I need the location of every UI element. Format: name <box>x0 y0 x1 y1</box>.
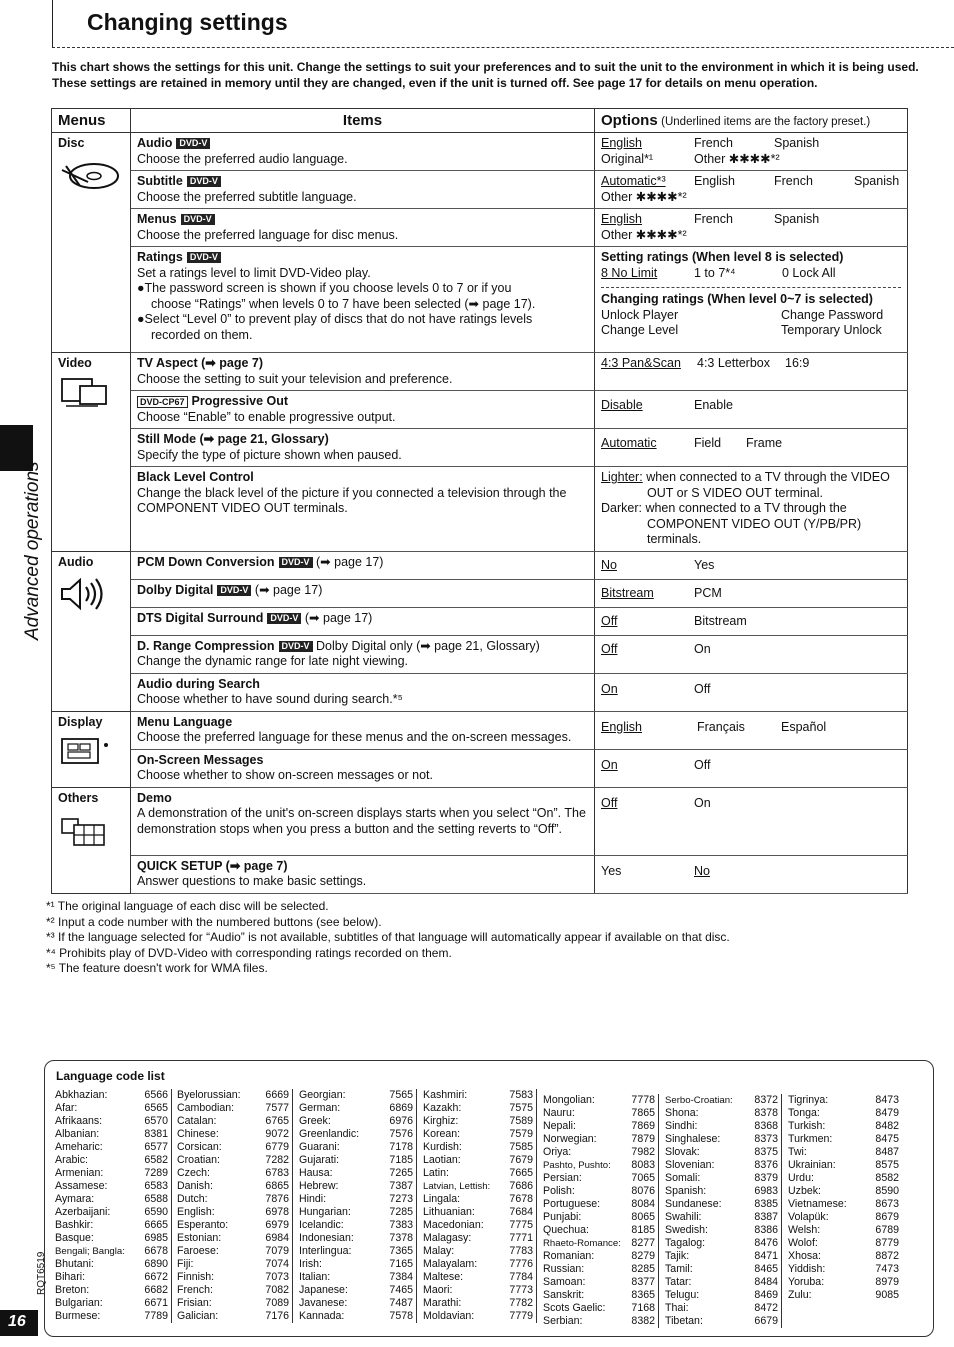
language-code-entry: Serbian: 8382 <box>543 1315 655 1327</box>
language-code-entry: Greek: 6976 <box>299 1115 413 1127</box>
item-audio: Audio DVD-V Choose the preferred audio language. <box>131 133 595 171</box>
options-header: Options (Underlined items are the factory preset.) <box>595 109 908 133</box>
language-code-entry: Polish: 8076 <box>543 1185 655 1197</box>
language-code-entry: Afar: 6565 <box>55 1102 168 1114</box>
language-code-entry: Irish: 7165 <box>299 1258 413 1270</box>
language-code-entry: Thai: 8472 <box>665 1302 778 1314</box>
footnote: *⁴ Prohibits play of DVD-Video with corresponding ratings recorded on them. <box>46 945 452 960</box>
language-code-entry: Croatian: 7282 <box>177 1154 289 1166</box>
language-code-entry: Moldavian: 7779 <box>423 1310 533 1322</box>
language-code-entry: Sanskrit: 8365 <box>543 1289 655 1301</box>
item-tv-aspect: TV Aspect (➡ page 7) Choose the setting to suit your television and preference. <box>131 353 595 391</box>
language-code-entry: Urdu: 8582 <box>788 1172 899 1184</box>
table-row <box>52 673 908 711</box>
language-code-entry: Korean: 7579 <box>423 1128 533 1140</box>
language-code-entry: Dutch: 7876 <box>177 1193 289 1205</box>
options-ratings[interactable]: Setting ratings (When level 8 is selected) 8 No Limit 1 to 7*⁴ 0 Lock All Changing ratings (When level 0~7 is selected) Unlock Player Change Password Change Level Temporary Unlock <box>595 247 908 353</box>
table-row <box>52 711 908 749</box>
item-dolby: Dolby Digital DVD-V (➡ page 17) <box>131 579 595 607</box>
table-header-row <box>52 109 908 133</box>
language-code-entry: Malayalam: 7776 <box>423 1258 533 1270</box>
item-black-level: Black Level Control Change the black level of the picture if you connected a television through the COMPONENT VIDEO OUT terminals. <box>131 467 595 552</box>
language-code-entry: Telugu: 8469 <box>665 1289 778 1301</box>
language-code-entry: Maori: 7773 <box>423 1284 533 1296</box>
footnote: *¹ The original language of each disc will be selected. <box>46 899 329 913</box>
table-row <box>52 607 908 635</box>
language-code-entry: Azerbaijani: 6590 <box>55 1206 168 1218</box>
language-code-entry: Norwegian: 7879 <box>543 1133 655 1145</box>
language-code-entry: Assamese: 6583 <box>55 1180 168 1192</box>
language-code-entry: Laotian: 7679 <box>423 1154 533 1166</box>
language-code-entry: English: 6978 <box>177 1206 289 1218</box>
menu-audio: Audio <box>52 551 131 711</box>
options-menus[interactable]: English French Spanish Other ✱✱✱✱*² <box>595 209 908 247</box>
language-code-entry: Romanian: 8279 <box>543 1250 655 1262</box>
menu-others: Others <box>52 787 131 893</box>
language-code-entry: Pashto, Pushto: 8083 <box>543 1159 655 1171</box>
language-code-entry: Arabic: 6582 <box>55 1154 168 1166</box>
language-code-entry: Wolof: 8779 <box>788 1237 899 1249</box>
table-row <box>52 749 908 787</box>
item-menus: Menus DVD-V Choose the preferred language for disc menus. <box>131 209 595 247</box>
page-number: 16 <box>0 1310 38 1336</box>
language-code-entry: German: 6869 <box>299 1102 413 1114</box>
language-code-entry: Hungarian: 7285 <box>299 1206 413 1218</box>
options-audio[interactable]: English French Spanish Original*¹ Other ✱✱✱✱*² <box>595 133 908 171</box>
language-code-entry: Italian: 7384 <box>299 1271 413 1283</box>
footnotes <box>46 899 906 977</box>
options-osm[interactable]: On Off <box>595 749 908 787</box>
language-code-entry: Malagasy: 7771 <box>423 1232 533 1244</box>
language-code-entry: Georgian: 7565 <box>299 1089 413 1101</box>
language-code-entry: Swahili: 8387 <box>665 1211 778 1223</box>
items-header: Items <box>131 109 595 133</box>
item-osm: On-Screen Messages Choose whether to show on-screen messages or not. <box>131 749 595 787</box>
language-code-entry: Vietnamese: 8673 <box>788 1198 899 1210</box>
language-code-entry: Nepali: 7869 <box>543 1120 655 1132</box>
language-code-entry: Basque: 6985 <box>55 1232 168 1244</box>
language-code-entry: Kashmiri: 7583 <box>423 1089 533 1101</box>
language-code-entry: Kazakh: 7575 <box>423 1102 533 1114</box>
others-icon <box>58 811 110 851</box>
options-still-mode[interactable]: Automatic Field Frame <box>595 429 908 467</box>
display-icon <box>58 735 114 769</box>
item-subtitle: Subtitle DVD-V Choose the preferred subtitle language. <box>131 171 595 209</box>
language-code-entry: Burmese: 7789 <box>55 1310 168 1322</box>
dvdv-tag: DVD-V <box>176 138 210 149</box>
language-column <box>177 1089 293 1323</box>
speaker-icon <box>58 575 110 613</box>
language-code-entry: Estonian: 6984 <box>177 1232 289 1244</box>
intro-text: This chart shows the settings for this unit. Change the settings to suit your preferences and to suit the unit to the environment in which it is being used. These settings are retained in memory until they are changed, even if the unit is turned off. See page 17 for details on menu operation. <box>52 60 919 90</box>
language-code-entry: Yoruba: 8979 <box>788 1276 899 1288</box>
language-code-entry: Bihari: 6672 <box>55 1271 168 1283</box>
language-code-entry: Kirghiz: 7589 <box>423 1115 533 1127</box>
options-pcm[interactable]: No Yes <box>595 551 908 579</box>
language-code-entry: Macedonian: 7775 <box>423 1219 533 1231</box>
language-code-entry: Maltese: 7784 <box>423 1271 533 1283</box>
language-code-entry: Nauru: 7865 <box>543 1107 655 1119</box>
language-code-entry: Tajik: 8471 <box>665 1250 778 1262</box>
language-code-entry: Abkhazian: 6566 <box>55 1089 168 1101</box>
options-drange[interactable]: Off On <box>595 635 908 673</box>
language-code-entry: Czech: 6783 <box>177 1167 289 1179</box>
document-code: RQT6519 <box>36 1251 47 1295</box>
language-code-entry: Hausa: 7265 <box>299 1167 413 1179</box>
language-code-entry: Chinese: 9072 <box>177 1128 289 1140</box>
language-code-entry: Russian: 8285 <box>543 1263 655 1275</box>
options-menu-language[interactable]: English Français Español <box>595 711 908 749</box>
language-code-entry: Tatar: 8484 <box>665 1276 778 1288</box>
language-code-entry: Quechua: 8185 <box>543 1224 655 1236</box>
language-code-entry: Marathi: 7782 <box>423 1297 533 1309</box>
language-code-entry: Somali: 8379 <box>665 1172 778 1184</box>
language-column <box>543 1094 659 1328</box>
language-code-entry: Slovak: 8375 <box>665 1146 778 1158</box>
language-code-entry: Kannada: 7578 <box>299 1310 413 1322</box>
language-code-entry: Corsican: 6779 <box>177 1141 289 1153</box>
language-code-entry: Hebrew: 7387 <box>299 1180 413 1192</box>
language-code-entry: Ukrainian: 8575 <box>788 1159 899 1171</box>
language-code-entry: Latin: 7665 <box>423 1167 533 1179</box>
options-black-level[interactable]: Lighter: when connected to a TV through the VIDEO OUT or S VIDEO OUT terminal. Darker: when connected to a TV through the COMPONENT VIDEO OUT (Y/PB/PR) terminals. <box>595 467 908 552</box>
language-code-entry: Aymara: 6588 <box>55 1193 168 1205</box>
options-demo[interactable]: Off On <box>595 787 908 855</box>
language-code-entry: Japanese: 7465 <box>299 1284 413 1296</box>
language-column <box>665 1094 782 1328</box>
table-row <box>52 787 908 855</box>
options-dolby[interactable]: Bitstream PCM <box>595 579 908 607</box>
language-code-entry: Punjabi: 8065 <box>543 1211 655 1223</box>
table-row <box>52 551 908 579</box>
language-column <box>299 1089 417 1323</box>
language-code-entry: Turkish: 8482 <box>788 1120 899 1132</box>
item-progressive-out: DVD-CP67 Progressive Out Choose “Enable” to enable progressive output. <box>131 391 595 429</box>
language-code-entry: Kurdish: 7585 <box>423 1141 533 1153</box>
language-code-entry: Sundanese: 8385 <box>665 1198 778 1210</box>
language-code-entry: Spanish: 6983 <box>665 1185 778 1197</box>
language-code-entry: Afrikaans: 6570 <box>55 1115 168 1127</box>
language-column <box>55 1089 172 1323</box>
language-code-entry: Tigrinya: 8473 <box>788 1094 899 1106</box>
item-menu-language: Menu Language Choose the preferred language for these menus and the on-screen messages. <box>131 711 595 749</box>
options-tv-aspect[interactable]: 4:3 Pan&Scan 4:3 Letterbox 16:9 <box>595 353 908 391</box>
page-title: Changing settings <box>87 9 288 35</box>
language-code-entry: Indonesian: 7378 <box>299 1232 413 1244</box>
language-code-entry: Javanese: 7487 <box>299 1297 413 1309</box>
item-still-mode: Still Mode (➡ page 21, Glossary) Specify the type of picture shown when paused. <box>131 429 595 467</box>
language-code-entry: Guarani: 7178 <box>299 1141 413 1153</box>
menu-display: Display <box>52 711 131 787</box>
language-code-entry: Rhaeto-Romance: 8277 <box>543 1237 655 1249</box>
table-row <box>52 133 908 171</box>
language-code-entry: Yiddish: 7473 <box>788 1263 899 1275</box>
table-row <box>52 247 908 353</box>
language-code-entry: Hindi: 7273 <box>299 1193 413 1205</box>
section-label: Advanced operations <box>22 461 43 640</box>
language-code-entry: Breton: 6682 <box>55 1284 168 1296</box>
language-code-entry: Bhutani: 6890 <box>55 1258 168 1270</box>
menu-disc: Disc <box>52 133 131 353</box>
menus-header: Menus <box>52 109 131 133</box>
language-code-entry: Mongolian: 7778 <box>543 1094 655 1106</box>
language-code-entry: Swedish: 8386 <box>665 1224 778 1236</box>
options-quick-setup[interactable]: Yes No <box>595 855 908 893</box>
options-dts[interactable]: Off Bitstream <box>595 607 908 635</box>
language-code-entry: Bulgarian: 6671 <box>55 1297 168 1309</box>
table-row <box>52 429 908 467</box>
language-code-entry: Portuguese: 8084 <box>543 1198 655 1210</box>
language-code-entry: Tagalog: 8476 <box>665 1237 778 1249</box>
language-code-entry: Bashkir: 6665 <box>55 1219 168 1231</box>
table-row <box>52 467 908 552</box>
language-code-entry: Malay: 7783 <box>423 1245 533 1257</box>
menu-video: Video <box>52 353 131 552</box>
language-code-entry: Cambodian: 7577 <box>177 1102 289 1114</box>
language-code-title: Language code list <box>56 1069 165 1083</box>
options-audio-search[interactable]: On Off <box>595 673 908 711</box>
settings-table <box>51 108 908 894</box>
table-row <box>52 635 908 673</box>
language-code-entry: Lithuanian: 7684 <box>423 1206 533 1218</box>
language-code-entry: Latvian, Lettish: 7686 <box>423 1180 533 1192</box>
language-code-entry: Tamil: 8465 <box>665 1263 778 1275</box>
table-row <box>52 353 908 391</box>
item-dts: DTS Digital Surround DVD-V (➡ page 17) <box>131 607 595 635</box>
item-quick-setup: QUICK SETUP (➡ page 7) Answer questions to make basic settings. <box>131 855 595 893</box>
monitor-icon <box>58 376 110 412</box>
language-code-entry: Welsh: 6789 <box>788 1224 899 1236</box>
language-column <box>788 1094 902 1302</box>
footnote: *⁵ The feature doesn't work for WMA files. <box>46 961 268 975</box>
language-code-entry: Bengali; Bangla: 6678 <box>55 1245 168 1257</box>
options-subtitle[interactable]: Automatic*³ English French Spanish Other ✱✱✱✱*² <box>595 171 908 209</box>
cp67-tag: DVD-CP67 <box>137 396 188 408</box>
language-code-entry: Danish: 6865 <box>177 1180 289 1192</box>
footnote: *² Input a code number with the numbered buttons (see below). <box>46 914 382 929</box>
language-column <box>423 1089 537 1323</box>
language-code-entry: Gujarati: 7185 <box>299 1154 413 1166</box>
item-demo: Demo A demonstration of the unit's on-screen displays starts when you select “On”. The demonstration stops when you press a button and the setting reverts to “Off”. <box>131 787 595 855</box>
language-code-entry: Samoan: 8377 <box>543 1276 655 1288</box>
language-code-entry: Finnish: 7073 <box>177 1271 289 1283</box>
language-code-entry: Singhalese: 8373 <box>665 1133 778 1145</box>
table-row <box>52 171 908 209</box>
table-row <box>52 209 908 247</box>
language-code-entry: Interlingua: 7365 <box>299 1245 413 1257</box>
language-code-entry: Albanian: 8381 <box>55 1128 168 1140</box>
language-code-entry: Frisian: 7089 <box>177 1297 289 1309</box>
options-progressive-out[interactable]: Disable Enable <box>595 391 908 429</box>
table-row <box>52 391 908 429</box>
disc-icon <box>58 156 124 196</box>
language-code-entry: Fiji: 7074 <box>177 1258 289 1270</box>
language-code-entry: Volapük: 8679 <box>788 1211 899 1223</box>
language-code-entry: Sindhi: 8368 <box>665 1120 778 1132</box>
language-code-entry: Uzbek: 8590 <box>788 1185 899 1197</box>
item-pcm: PCM Down Conversion DVD-V (➡ page 17) <box>131 551 595 579</box>
language-code-entry: Armenian: 7289 <box>55 1167 168 1179</box>
language-code-entry: Lingala: 7678 <box>423 1193 533 1205</box>
footnote: *³ If the language selected for “Audio” is not available, subtitles of that language will automatically appear if available on that disc. <box>46 930 730 944</box>
language-code-entry: Twi: 8487 <box>788 1146 899 1158</box>
language-code-entry: Shona: 8378 <box>665 1107 778 1119</box>
language-code-entry: Scots Gaelic: 7168 <box>543 1302 655 1314</box>
language-code-entry: Slovenian: 8376 <box>665 1159 778 1171</box>
page-header <box>52 0 954 48</box>
item-ratings: Ratings DVD-V Set a ratings level to limit DVD-Video play. ●The password screen is shown if you choose levels 0 to 7 or if you choose “Ratings” when levels 0 to 7 have been selected (➡ page 17). ●Select “Level 0” to prevent play of discs that do not have ratings levels recorded on them. <box>131 247 595 353</box>
language-code-entry: Catalan: 6765 <box>177 1115 289 1127</box>
item-audio-search: Audio during Search Choose whether to have sound during search.*⁵ <box>131 673 595 711</box>
language-code-entry: Turkmen: 8475 <box>788 1133 899 1145</box>
table-row <box>52 579 908 607</box>
table-row <box>52 855 908 893</box>
language-code-entry: Galician: 7176 <box>177 1310 289 1322</box>
language-code-entry: Greenlandic: 7576 <box>299 1128 413 1140</box>
language-code-entry: Oriya: 7982 <box>543 1146 655 1158</box>
language-code-entry: Xhosa: 8872 <box>788 1250 899 1262</box>
language-code-entry: French: 7082 <box>177 1284 289 1296</box>
language-code-entry: Faroese: 7079 <box>177 1245 289 1257</box>
language-code-entry: Tonga: 8479 <box>788 1107 899 1119</box>
language-code-entry: Byelorussian: 6669 <box>177 1089 289 1101</box>
language-code-entry: Esperanto: 6979 <box>177 1219 289 1231</box>
language-code-entry: Persian: 7065 <box>543 1172 655 1184</box>
language-code-entry: Ameharic: 6577 <box>55 1141 168 1153</box>
language-code-entry: Zulu: 9085 <box>788 1289 899 1301</box>
item-drange: D. Range Compression DVD-V Dolby Digital only (➡ page 21, Glossary) Change the dynamic range for late night viewing. <box>131 635 595 673</box>
language-code-list <box>44 1060 934 1337</box>
language-code-entry: Tibetan: 6679 <box>665 1315 778 1327</box>
language-code-entry: Serbo-Croatian: 8372 <box>665 1094 778 1106</box>
language-code-entry: Icelandic: 7383 <box>299 1219 413 1231</box>
